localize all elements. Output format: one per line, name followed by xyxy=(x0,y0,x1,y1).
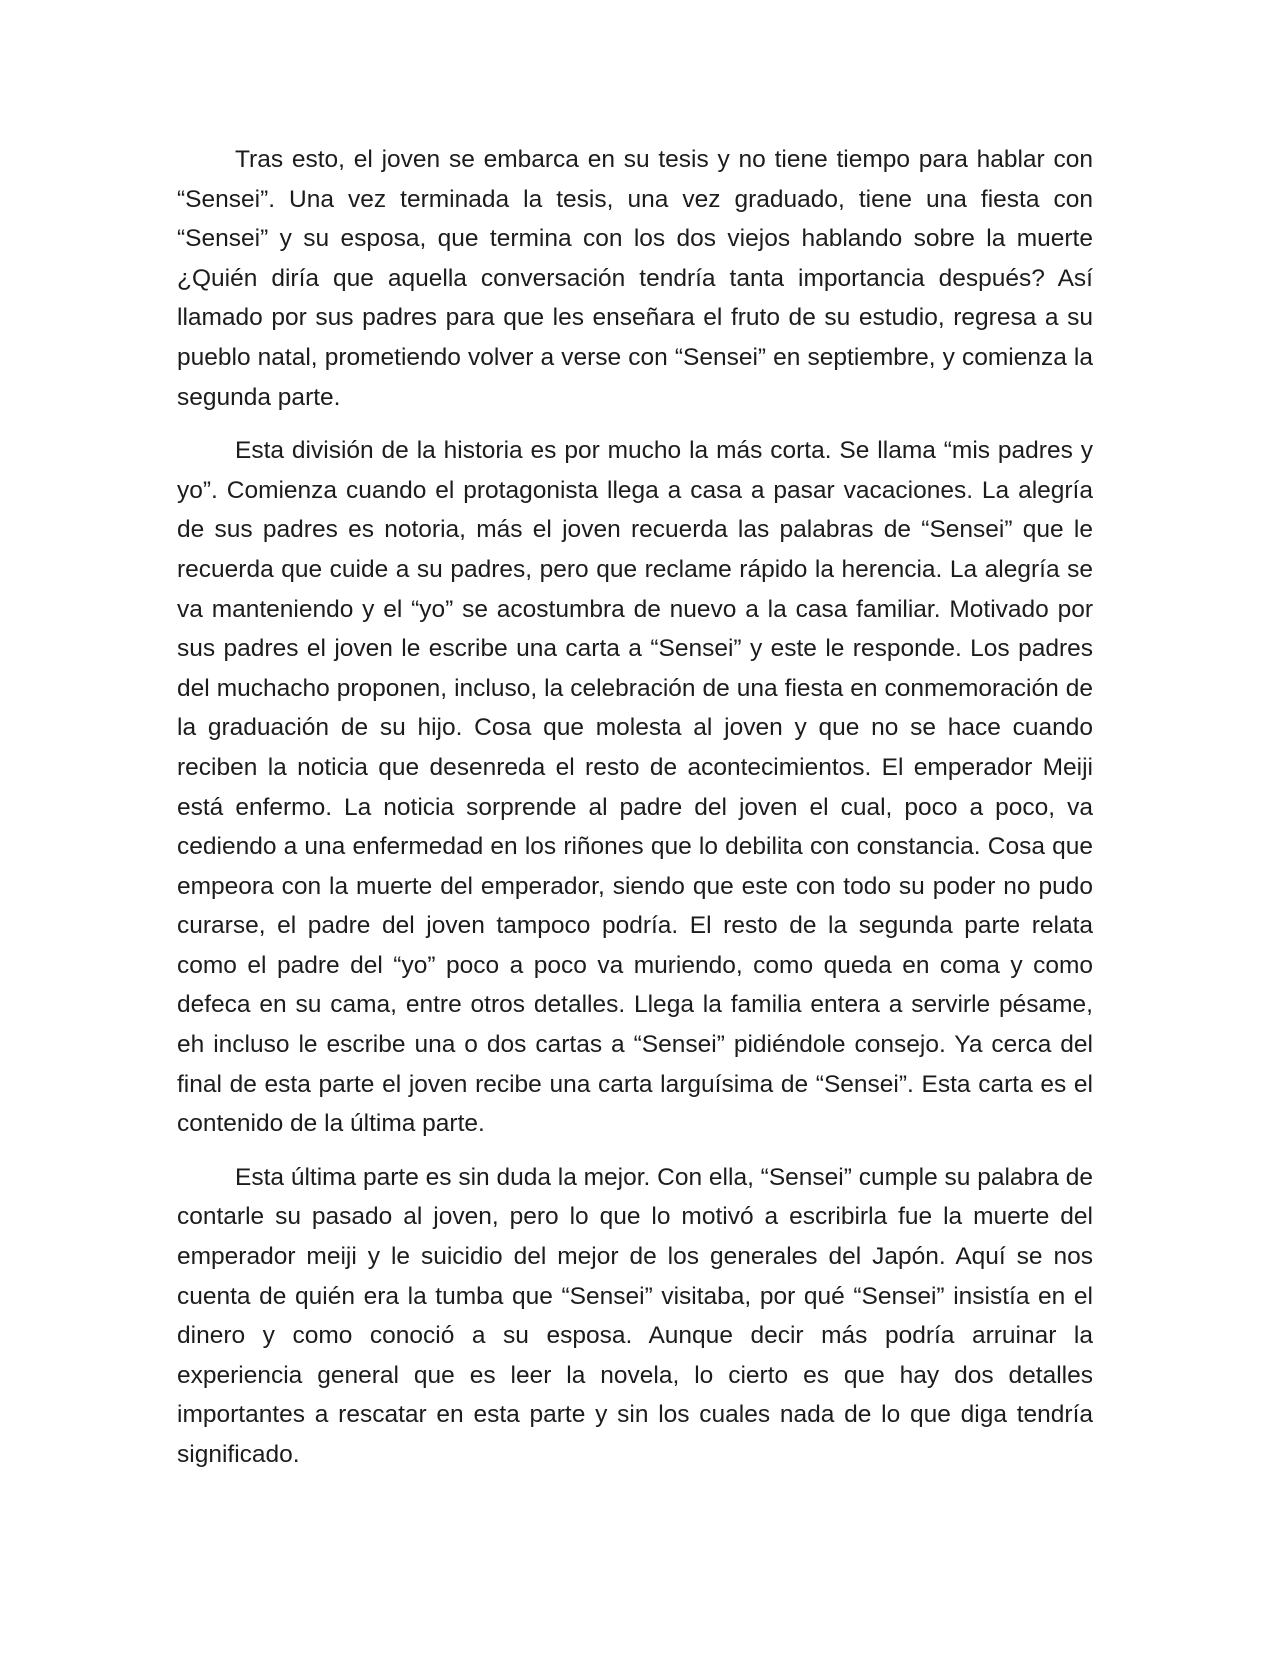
document-page xyxy=(177,140,1093,1489)
paragraph-1: Tras esto, el joven se embarca en su tesis y no tiene tiempo para hablar con “Sensei”. Una vez terminada la tesis, una vez graduado, tiene una fiesta con “Sensei” y su esposa, que termina con los dos viejos hablando sobre la muerte ¿Quién diría que aquella conversación tendría tanta importancia después? Así llamado por sus padres para que les enseñara el fruto de su estudio, regresa a su pueblo natal, prometiendo volver a verse con “Sensei” en septiembre, y comienza la segunda parte. xyxy=(177,146,1093,411)
paragraph-3: Esta última parte es sin duda la mejor. Con ella, “Sensei” cumple su palabra de contarle su pasado al joven, pero lo que lo motivó a escribirla fue la muerte del emperador meiji y le suicidio del mejor de los generales del Japón. Aquí se nos cuenta de quién era la tumba que “Sensei” visitaba, por qué “Sensei” insistía en el dinero y como conoció a su esposa. Aunque decir más podría arruinar la experiencia general que es leer la novela, lo cierto es que hay dos detalles importantes a rescatar en esta parte y sin los cuales nada de lo que diga tendría significado. xyxy=(177,1163,1093,1468)
paragraph-2: Esta división de la historia es por mucho la más corta. Se llama “mis padres y yo”. Comienza cuando el protagonista llega a casa a pasar vacaciones. La alegría de sus padres es notoria, más el joven recuerda las palabras de “Sensei” que le recuerda que cuide a su padres, pero que reclame rápido la herencia. La alegría se va manteniendo y el “yo” se acostumbra de nuevo a la casa familiar. Motivado por sus padres el joven le escribe una carta a “Sensei” y este le responde. Los padres del muchacho proponen, incluso, la celebración de una fiesta en conmemoración de la graduación de su hijo. Cosa que molesta al joven y que no se hace cuando reciben la noticia que desenreda el resto de acontecimientos. El emperador Meiji está enfermo. La noticia sorprende al padre del joven el cual, poco a poco, va cediendo a una enfermedad en los riñones que lo debilita con constancia. Cosa que empeora con la muerte del emperador, siendo que este con todo su poder no pudo curarse, el padre del joven tampoco podría. El resto de la segunda parte relata como el padre del “yo” poco a poco va muriendo, como queda en coma y como defeca en su cama, entre otros detalles. Llega la familia entera a servirle pésame, eh incluso le escribe una o dos cartas a “Sensei” pidiéndole consejo. Ya cerca del final de esta parte el joven recibe una carta larguísima de “Sensei”. Esta carta es el contenido de la última parte. xyxy=(177,437,1093,1138)
